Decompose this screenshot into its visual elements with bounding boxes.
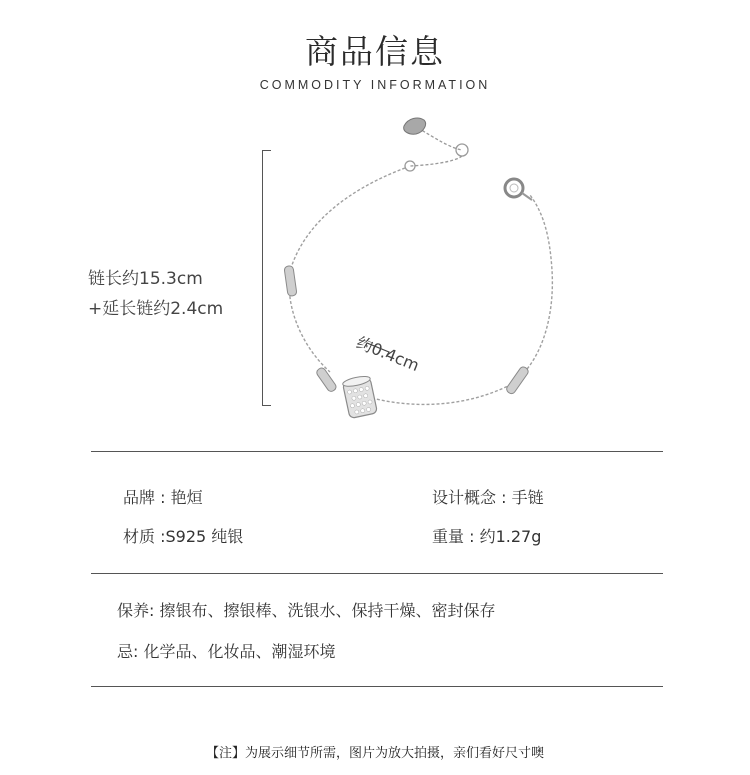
page-title: 商品信息 [305,32,445,71]
pave-drum-bead [342,375,377,419]
divider-top [91,451,663,452]
spec-material: 材质 :S925 纯银 [123,527,244,546]
care-avoid: 忌: 化学品、化妆品、潮湿环境 [117,642,336,661]
care-maintenance: 保养: 擦银布、擦银棒、洗银水、保持干燥、密封保存 [117,601,496,620]
spec-brand: 品牌 : 艳烜 [123,488,203,507]
brand-tag [404,118,426,134]
divider-bottom [91,686,663,687]
tube-bead-left [284,265,297,296]
bead-size-label: 约0.4cm [353,332,422,376]
extension-length-label: +延长链约2.4cm [88,299,224,319]
clasp-ring [505,179,523,197]
spec-design: 设计概念 : 手链 [432,488,544,507]
page-subtitle: COMMODITY INFORMATION [259,78,491,92]
chain-length-label: 链长约15.3cm [88,269,203,289]
spec-weight: 重量 : 约1.27g [432,527,542,546]
tube-bead-bottom [315,366,337,392]
tube-bead-right [505,365,530,395]
divider-middle [91,573,663,574]
bracelet-image [270,110,570,430]
footer-note: 【注】为展示细节所需，图片为放大拍摄，亲们看好尺寸噢 [205,746,544,761]
